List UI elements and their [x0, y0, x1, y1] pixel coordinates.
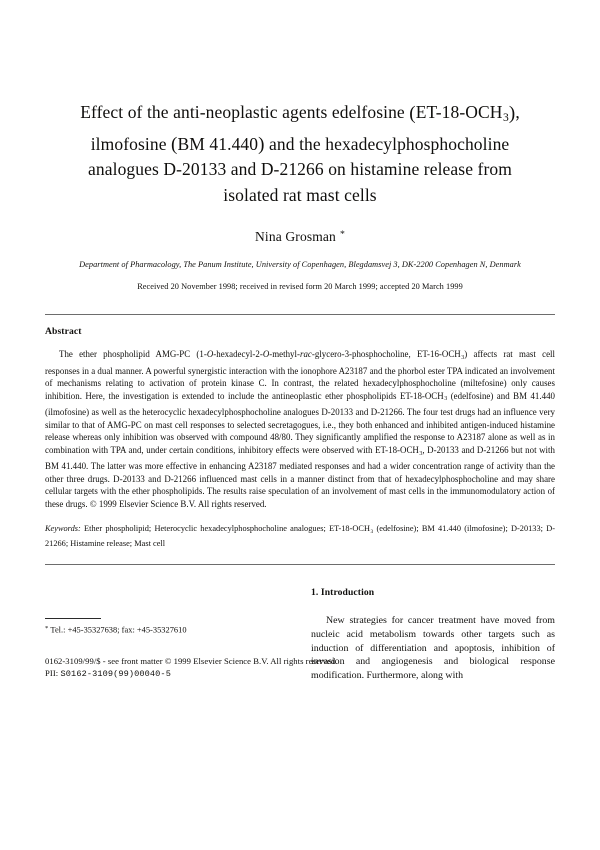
title-line-2-suffix: and the hexadecylphosphocholine [264, 133, 510, 154]
title-line-1-suffix: , [515, 102, 520, 122]
section-heading-introduction: 1. Introduction [311, 587, 375, 599]
abstract-subscript-2: 3 [444, 396, 448, 403]
title-paren2-open: ( [171, 134, 178, 156]
title-block [45, 0, 555, 291]
abstract-subscript-1: 3 [461, 354, 465, 361]
title-paren-close: ) [508, 102, 516, 124]
keywords-subscript: 3 [370, 529, 374, 536]
abstract-bottom-rule [45, 564, 555, 565]
footnote-rule [45, 618, 101, 619]
received-dates: Received 20 November 1998; received in revised form 20 March 1999; accepted 20 March 1999 [137, 282, 463, 292]
keywords-label: Keywords: [45, 524, 81, 534]
author-name: Nina Grosman [255, 229, 336, 245]
footnote-text: Tel.: +45-35327638; fax: +45-35327610 [50, 625, 187, 635]
footer-pii-label: PII: [45, 668, 61, 679]
affiliation: Department of Pharmacology, The Panum Institute, University of Copenhagen, Blegdamsvej 3, DK-2200 Copenhagen N, Denmark [79, 260, 521, 270]
footer-zone [45, 655, 525, 681]
abstract-text-e: ) affects rat mast cell responses in a dual manner. A powerful synergistic interaction with the ionophore A23187 and the phorbol ester TPA indicated an involvement of mechanisms relating to activation of protein kinase C. In contrast, the related hexadecylphosphocholine (miltefosine) only causes inhibition. Here, the investigation is extended to include the antineoplastic ether phospholipids ET-18-OCH [45, 349, 555, 401]
abstract-italic-o1: O [206, 349, 214, 360]
title-paren2-close: ) [258, 134, 265, 156]
footer-pii-value: S0162-3109(99)00040-5 [60, 669, 171, 680]
keywords-text-a: Ether phospholipid; Heterocyclic hexadecylphosphocholine analogues; ET-18-OCH [80, 524, 370, 534]
title-line-1 [80, 102, 520, 125]
title-line-4: isolated rat mast cells [223, 184, 377, 205]
keywords-text-b: (edelfosine); BM 41.440 (ilmofosine); D-20133; D-21266; Histamine release; Mast cell [45, 524, 555, 549]
abstract-text-a: The ether phospholipid AMG-PC (1- [59, 349, 207, 360]
title-chem-subscript: 3 [503, 112, 509, 125]
footnote-zone [45, 618, 289, 636]
title-paren-open: ( [409, 102, 416, 124]
title-line-1-text: Effect of the anti-neoplastic agents edelfosine [80, 102, 410, 122]
footer-pii [45, 667, 525, 680]
abstract-italic-o2: O [262, 349, 270, 360]
abstract-text-b: -hexadecyl-2- [213, 349, 263, 360]
page-title [45, 100, 555, 208]
footnote-marker: * [45, 625, 49, 632]
title-chem2-name: BM 41.440 [177, 133, 259, 154]
introduction-paragraph: New strategies for cancer treatment have moved from nucleic acid metabolism towards other targets such as induction of differentiation and apoptosis, inhibition of invasion and angiogenesis and biological response modification. Furthermore, along with [311, 615, 555, 681]
abstract-text-d: -glycero-3-phosphocholine, ET-16-OCH [311, 349, 461, 360]
keywords [45, 523, 555, 550]
title-line-2-text: ilmofosine [90, 133, 172, 154]
footer-copyright: 0162-3109/99/$ - see front matter © 1999 Elsevier Science B.V. All rights reserved. [45, 656, 338, 666]
title-line-2 [91, 134, 510, 154]
footnote-contact [45, 623, 289, 636]
abstract-italic-rac: rac [299, 349, 312, 360]
abstract-heading: Abstract [45, 326, 82, 338]
title-line-3: analogues D-20133 and D-21266 on histamine release from [88, 159, 512, 180]
abstract-top-rule [45, 314, 555, 315]
abstract-subscript-3: 3 [419, 450, 423, 457]
author-line [45, 229, 555, 245]
abstract-text-c: -methyl- [269, 349, 300, 360]
author-footnote-marker: * [339, 229, 345, 241]
abstract-text-f: (edelfosine) and BM 41.440 (ilmofosine) as well as the heterocyclic hexadecylphosphocholine analogues D-20133 and D-21266. The four test drugs had an influence very similar to that of AMG-PC on mast cell responses to selected secretagogues, i.e., they both enhanced and inhibited antigen-induced histamine release whereas only inhibition was observed with compound 48/80. They significantly amplified the response to A23187 alone as well as in combination with TPA and, under certain conditions, inhibitory effects were observed with ET-18-OCH [45, 390, 556, 455]
title-chem-name: ET-18-OCH [415, 102, 503, 122]
abstract-text-g: , D-20133 and D-21266 but not with BM 41.440. The latter was more effective in enhancing A23187 mediated responses and had a wider concentration range of activity than the other three drugs. D-20133 and D-21266 influenced mast cells in a manner distinct from that of hexadecylphosphocholine and may share cellular targets with the ether phospholipids. The results raise speculation of an involvement of mast cells in the immunomodulatory action of these drugs. © 1999 Elsevier Science B.V. All rights reserved. [45, 444, 555, 509]
abstract-body [45, 348, 555, 510]
